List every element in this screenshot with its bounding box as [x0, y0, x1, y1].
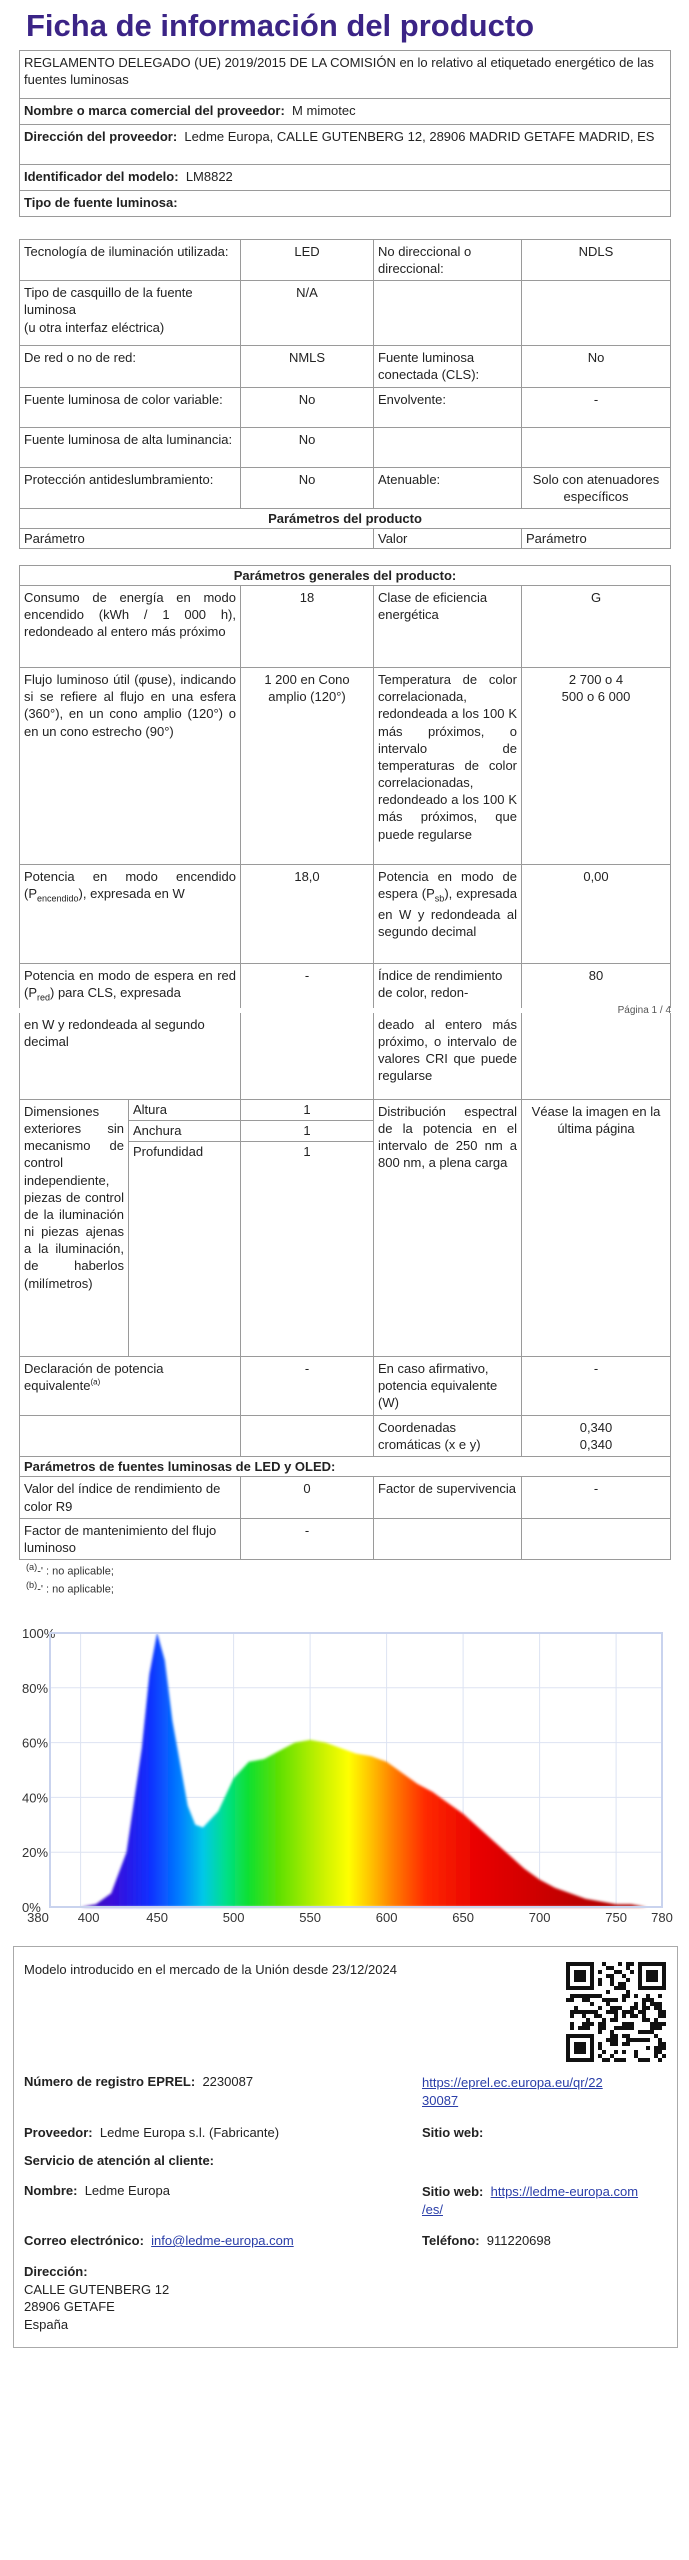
tech-label: Tecnología de iluminación utilizada:	[20, 240, 241, 281]
spd-label: Distribución espectral de la potencia en el intervalo de 250 nm a 800 nm, a plena carga	[374, 1100, 522, 1357]
nondir-label: No direccional o direccional:	[374, 240, 522, 281]
general-header: Parámetros generales del producto:	[20, 566, 671, 586]
eprel-link-1[interactable]: https://eprel.ec.europa.eu/qr/22	[422, 2075, 603, 2090]
survival-label: Factor de supervivencia	[374, 1477, 522, 1518]
eprel-label: Número de registro EPREL:	[24, 2074, 196, 2089]
cct-value-1: 2 700 o 4	[568, 672, 624, 688]
mains-label: De red o no de red:	[20, 346, 241, 387]
cap-label-2: (u otra interfaz eléctrica)	[24, 319, 165, 335]
continuation-table	[19, 1013, 671, 1560]
x-tick-label: 400	[77, 1910, 100, 1925]
equiv-value: -	[241, 1357, 374, 1416]
height-value: 1	[241, 1100, 374, 1121]
x-tick-label: 550	[299, 1910, 321, 1925]
col-param: Parámetro	[20, 529, 374, 549]
net-standby-label-c: en W y redondeada al segundo decimal	[20, 1013, 241, 1100]
if-yes-label: En caso afirmativo, potencia equivalente (W)	[374, 1357, 522, 1416]
email-label: Correo electrónico:	[24, 2233, 144, 2248]
envelope-value: -	[522, 387, 671, 427]
spectrum-area	[50, 1633, 662, 1907]
regulation-text: REGLAMENTO DELEGADO (UE) 2019/2015 DE LA COMISIÓN en lo relativo al etiquetado energético de las fuentes luminosas	[20, 51, 671, 99]
eprel-value: 2230087	[202, 2074, 254, 2089]
name-value: Ledme Europa	[84, 2183, 170, 2198]
phone-label: Teléfono:	[422, 2233, 480, 2248]
power-on-label-a: Potencia en modo encendido (P	[24, 869, 236, 902]
page-title: Ficha de información del producto	[26, 8, 535, 43]
net-standby-label	[20, 964, 241, 1008]
standby-label-a: Potencia en modo de espera (P	[378, 869, 517, 902]
supplier-address-value: Ledme Europa, CALLE GUTENBERG 12, 28906 MADRID GETAFE MADRID, ES	[184, 129, 655, 144]
x-tick-label: 450	[146, 1910, 168, 1925]
website-2-link-2[interactable]: /es/	[422, 2201, 443, 2217]
colour-label: Fuente luminosa de color variable:	[20, 387, 241, 427]
supplier-row	[24, 2125, 279, 2140]
supplier-label: Proveedor:	[24, 2125, 93, 2140]
website-2-link-1[interactable]: https://ledme-europa.com	[490, 2184, 639, 2199]
cap-value: N/A	[241, 281, 374, 346]
cct-value-2: 500 o 6 000	[561, 689, 631, 705]
qr-code-icon	[566, 1962, 666, 2062]
model-row	[20, 165, 671, 191]
cls-label: Fuente luminosa conectada (CLS):	[374, 346, 522, 387]
info-table-header	[19, 50, 671, 217]
x-tick-label: 750	[605, 1910, 627, 1925]
x-tick-label: 650	[452, 1910, 474, 1925]
footnote-b-sup: (b)	[26, 1580, 38, 1590]
net-standby-sub: red	[37, 992, 51, 1003]
cls-value: No	[522, 346, 671, 387]
standby-value: 0,00	[522, 865, 671, 964]
footnote-b	[26, 1580, 114, 1596]
website-2-label: Sitio web:	[422, 2184, 484, 2199]
width-value: 1	[241, 1120, 374, 1141]
model-value: LM8822	[185, 169, 233, 184]
high-luminance-value: No	[241, 427, 374, 467]
led-header: Parámetros de fuentes luminosas de LED y OLED:	[20, 1457, 671, 1477]
coord-value-cell	[522, 1416, 671, 1457]
net-standby-label-a: Potencia en modo de espera en red (P	[24, 968, 236, 1001]
dimmable-label: Atenuable:	[374, 467, 522, 508]
name-label: Nombre:	[24, 2183, 78, 2198]
spd-value: Véase la imagen en la última página	[522, 1100, 671, 1357]
y-tick-label: 0%	[22, 1900, 41, 1915]
colour-value: No	[241, 387, 374, 427]
equiv-label-cell	[20, 1357, 241, 1416]
y-tick-label: 100%	[22, 1626, 56, 1641]
y-tick-label: 60%	[22, 1735, 49, 1751]
x-tick-label: 600	[375, 1910, 398, 1925]
standby-sub: sb	[434, 893, 445, 904]
dims-label: Dimensiones exteriores sin mecanismo de control independiente, piezas de control de la iluminación ni piezas ajenas a la iluminación, de haberlos (milímetros)	[20, 1100, 129, 1357]
class-label: Clase de eficiencia energética	[374, 586, 522, 668]
spectral-distribution-chart	[0, 1615, 689, 1925]
equiv-sup: (a)	[90, 1377, 101, 1387]
power-on-sub: encendido	[37, 893, 79, 904]
cri-label-b: deado al entero más próximo, o intervalo de valores CRI que puede regularse	[374, 1013, 522, 1100]
energy-value: 18	[241, 586, 374, 668]
standby-label-b: ), expresada en W y redondeada al segundo decimal	[378, 886, 517, 939]
coord-y: 0,340	[579, 1437, 613, 1453]
r9-value: 0	[241, 1477, 374, 1518]
survival-value: -	[522, 1477, 671, 1518]
standby-label	[374, 865, 522, 964]
website-2-row	[422, 2183, 677, 2218]
col-value: Valor	[374, 529, 522, 549]
coord-x: 0,340	[579, 1420, 613, 1435]
general-params-table	[19, 565, 671, 1008]
supplier-name-value: M mimotec	[292, 103, 356, 118]
energy-label: Consumo de energía en modo encendido (kWh / 1 000 h), redondeado al entero más próximo	[20, 586, 241, 668]
high-luminance-label: Fuente luminosa de alta luminancia:	[20, 427, 241, 467]
x-tick-label: 380	[27, 1910, 49, 1925]
x-tick-label: 700	[528, 1910, 551, 1925]
envelope-label: Envolvente:	[374, 387, 522, 427]
r9-label: Valor del índice de rendimiento de color R9	[20, 1477, 241, 1518]
glare-label: Protección antideslumbramiento:	[20, 467, 241, 508]
cct-label: Temperatura de color correlacionada, redondeada a los 100 K más próximos, o intervalo de temperaturas de color correlacionadas, redondeado a los 100 K más próximos, que puede regularse	[374, 668, 522, 865]
name-row	[24, 2183, 170, 2198]
eprel-link-2[interactable]: 30087	[422, 2092, 459, 2108]
address-label: Dirección:	[24, 2264, 88, 2279]
footnote-a	[26, 1562, 114, 1578]
eprel-row	[24, 2074, 253, 2089]
flux-value: 1 200 en Cono amplio (120°)	[241, 668, 374, 865]
supplier-value: Ledme Europa s.l. (Fabricante)	[99, 2125, 280, 2140]
address-line-3: España	[24, 2316, 69, 2332]
net-standby-label-b: ) para CLS, expresada	[50, 985, 181, 1001]
address-block	[24, 2263, 169, 2333]
power-on-label	[20, 865, 241, 964]
equiv-label: Declaración de potencia equivalente	[24, 1361, 164, 1394]
depth-value: 1	[241, 1141, 374, 1356]
cap-label-cell	[20, 281, 241, 346]
cap-label: Tipo de casquillo de la fuente luminosa	[24, 285, 193, 318]
email-link[interactable]: info@ledme-europa.com	[151, 2233, 294, 2248]
y-tick-label: 40%	[22, 1790, 49, 1806]
col-param-2: Parámetro	[522, 529, 671, 549]
width-label: Anchura	[129, 1120, 241, 1141]
cri-value: 80	[522, 964, 671, 1008]
page-number: Página 1 / 4	[617, 1005, 671, 1016]
supplier-name-label: Nombre o marca comercial del proveedor:	[24, 103, 285, 118]
supplier-name-row	[20, 99, 671, 125]
maint-value: -	[241, 1518, 374, 1559]
phone-row	[422, 2233, 551, 2248]
phone-value: 911220698	[486, 2233, 551, 2248]
supplier-address-label: Dirección del proveedor:	[24, 129, 178, 144]
model-label: Identificador del modelo:	[24, 169, 179, 184]
supplier-address-row	[20, 125, 671, 165]
service-label: Servicio de atención al cliente:	[24, 2153, 215, 2168]
depth-label: Profundidad	[129, 1141, 241, 1356]
footnote-a-text: -' : no aplicable;	[37, 1565, 114, 1578]
tech-value: LED	[241, 240, 374, 281]
cct-value-cell	[522, 668, 671, 865]
power-on-label-b: ), expresada en W	[78, 886, 185, 902]
net-standby-value: -	[241, 964, 374, 1008]
light-source-table	[19, 239, 671, 549]
market-intro: Modelo introducido en el mercado de la Unión desde 23/12/2024	[24, 1962, 397, 1977]
footnote-a-sup: (a)	[26, 1562, 38, 1572]
website-label: Sitio web:	[422, 2125, 484, 2140]
height-label: Altura	[129, 1100, 241, 1121]
nondir-value: NDLS	[522, 240, 671, 281]
glare-value: No	[241, 467, 374, 508]
light-source-type-label: Tipo de fuente luminosa:	[20, 191, 671, 217]
footnote-b-text: -' : no aplicable;	[37, 1583, 114, 1596]
coord-label: Coordenadas cromáticas (x e y)	[374, 1416, 522, 1457]
chart-x-axis	[27, 1910, 673, 1925]
maint-label: Factor de mantenimiento del flujo luminoso	[20, 1518, 241, 1559]
x-tick-label: 780	[651, 1910, 673, 1925]
mains-value: NMLS	[241, 346, 374, 387]
eprel-link[interactable]	[422, 2074, 672, 2109]
params-header: Parámetros del producto	[20, 508, 671, 528]
power-on-value: 18,0	[241, 865, 374, 964]
class-value: G	[522, 586, 671, 668]
cri-label-a: Índice de rendimiento de color, redon-	[374, 964, 522, 1008]
flux-label: Flujo luminoso útil (φuse), indicando si se refiere al flujo en una esfera (360°), en un cono amplio (120°) o en un cono estrecho (90°)	[20, 668, 241, 865]
y-tick-label: 80%	[22, 1680, 49, 1696]
address-line-2: 28906 GETAFE	[24, 2299, 115, 2315]
y-tick-label: 20%	[22, 1845, 49, 1861]
dimmable-value: Solo con atenuadores específicos	[522, 467, 671, 508]
x-tick-label: 500	[222, 1910, 245, 1925]
email-row	[24, 2233, 294, 2248]
address-line-1: CALLE GUTENBERG 12	[24, 2281, 170, 2297]
if-yes-value: -	[522, 1357, 671, 1416]
